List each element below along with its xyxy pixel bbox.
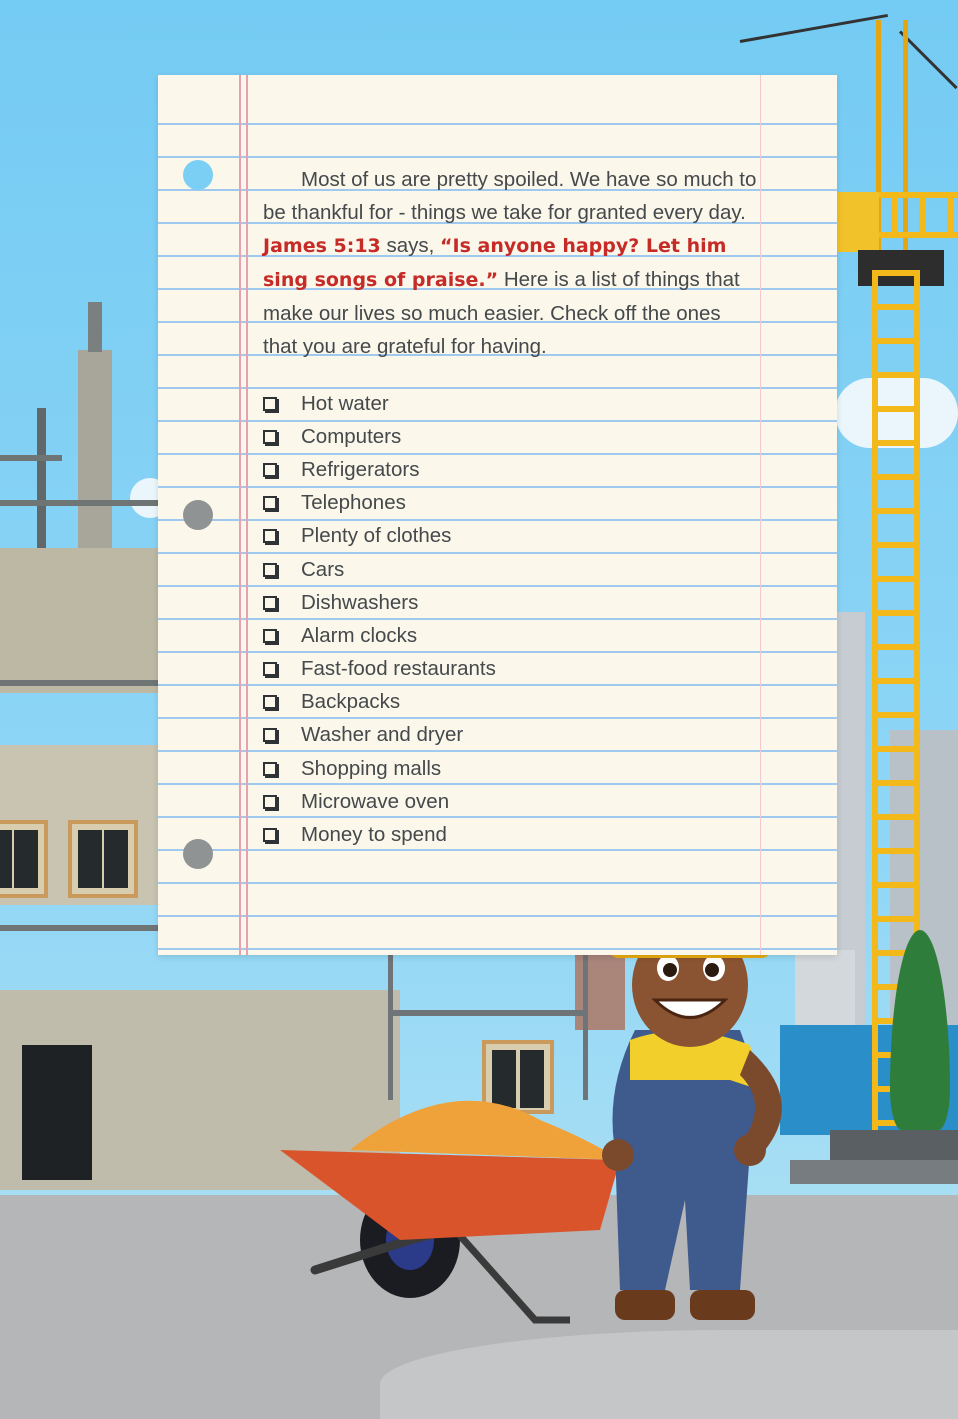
checklist-item[interactable] [263, 586, 758, 619]
checkbox-icon[interactable] [263, 463, 277, 477]
railing [0, 500, 160, 506]
binder-hole [183, 160, 213, 190]
gratitude-checklist [263, 387, 758, 852]
checklist-item-label: Shopping malls [301, 756, 442, 780]
checklist-item-label: Cars [301, 557, 345, 581]
checklist-item[interactable] [263, 818, 758, 851]
checkbox-icon[interactable] [263, 728, 277, 742]
checklist-item-label: Backpacks [301, 690, 401, 714]
checklist-item[interactable] [263, 453, 758, 486]
crane-cab [835, 192, 879, 252]
crane-foundation-step [790, 1160, 958, 1184]
checklist-item-label: Computers [301, 424, 402, 448]
checklist-item[interactable] [263, 520, 758, 553]
worker-hand [734, 1134, 766, 1166]
checkbox-icon[interactable] [263, 596, 277, 610]
checklist-item[interactable] [263, 420, 758, 453]
checklist-item[interactable] [263, 553, 758, 586]
checkbox-icon[interactable] [263, 795, 277, 809]
checklist-item[interactable] [263, 785, 758, 818]
binder-hole [183, 839, 213, 869]
checkbox-icon[interactable] [263, 629, 277, 643]
checklist-item[interactable] [263, 752, 758, 785]
checkbox-icon[interactable] [263, 430, 277, 444]
checklist-item-label: Washer and dryer [301, 723, 464, 747]
checklist-item-label: Telephones [301, 491, 406, 515]
antenna [88, 302, 102, 352]
city-building [795, 950, 855, 1030]
checklist-item-label: Refrigerators [301, 457, 420, 481]
checklist-item-label: Microwave oven [301, 789, 450, 813]
margin-line [239, 75, 241, 955]
doorway [22, 1045, 92, 1180]
intro-paragraph [263, 163, 758, 363]
checklist-item[interactable] [263, 619, 758, 652]
says-text: says, [386, 234, 435, 257]
wheelbarrow-tray [280, 1150, 620, 1240]
worker-hand [602, 1139, 634, 1171]
checklist-item[interactable] [263, 387, 758, 420]
worker-boot [615, 1290, 675, 1320]
railing [0, 455, 62, 461]
wheelbarrow-leg [455, 1230, 570, 1320]
checklist-item[interactable] [263, 719, 758, 752]
worker-pupil [663, 963, 677, 977]
binder-hole [183, 500, 213, 530]
right-margin-line [760, 75, 761, 955]
checkbox-icon[interactable] [263, 695, 277, 709]
building-window [0, 820, 48, 898]
scripture-quote: “Is anyone happy? Let him sing songs of praise.” [263, 235, 727, 291]
building-floor [0, 548, 160, 693]
checkbox-icon[interactable] [263, 828, 277, 842]
checkbox-icon[interactable] [263, 397, 277, 411]
intro-text: Most of us are pretty spoiled. We have so much to be thankful for - things we take for granted every day. [263, 168, 757, 224]
sand-load [350, 1101, 620, 1160]
checklist-item-label: Dishwashers [301, 590, 419, 614]
railing [0, 680, 160, 686]
checkbox-icon[interactable] [263, 529, 277, 543]
checklist-item-label: Money to spend [301, 823, 447, 847]
checklist-item-label: Fast-food restaurants [301, 657, 496, 681]
checkbox-icon[interactable] [263, 563, 277, 577]
checkbox-icon[interactable] [263, 662, 277, 676]
checklist-item[interactable] [263, 487, 758, 520]
crane-foundation [830, 1130, 958, 1162]
checklist-item-label: Hot water [301, 391, 389, 415]
worker-boot [690, 1290, 755, 1320]
worker-pupil [705, 963, 719, 977]
margin-line [246, 75, 248, 955]
checklist-item-label: Alarm clocks [301, 623, 418, 647]
building-window [68, 820, 138, 898]
checkbox-icon[interactable] [263, 496, 277, 510]
checkbox-icon[interactable] [263, 762, 277, 776]
checklist-item[interactable] [263, 653, 758, 686]
checklist-item[interactable] [263, 686, 758, 719]
scripture-reference: James 5:13 [263, 235, 381, 257]
checklist-item-label: Plenty of clothes [301, 524, 452, 548]
intro-text-continued: Here is a list of things that make our lives so much easier. Check off the ones that you are grateful for having. [263, 268, 740, 358]
notebook-paper [158, 75, 837, 955]
